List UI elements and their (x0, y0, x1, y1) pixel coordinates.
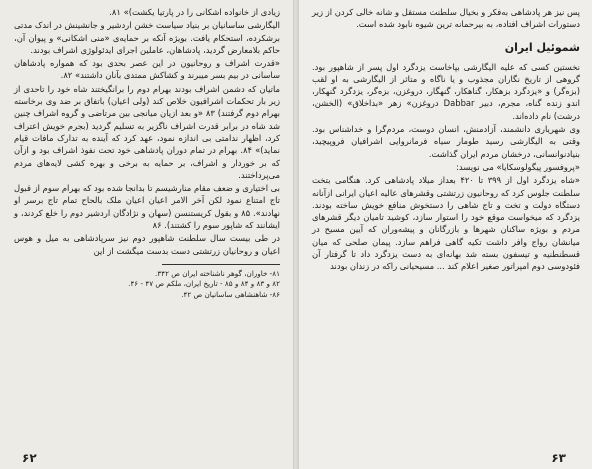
page-number-right: ۶۳ (551, 451, 566, 465)
right-page (296, 0, 592, 469)
footnotes (14, 269, 280, 301)
left-paragraph-5: بی اختیاری و ضعف مقام منارشیسم تا بدانجا شده بود که بهرام سوم از قبول تاج امتناع نمود لکن آخر الامر اعیان اعیان ملک بالحاح تمام تاج برسر او نهادند». ۸۵ و بقول کریستنسن (سهان و نژادگان اردشیر دوم را خلع کردند، و ایشانند که شاپور سوم را کشتند). ۸۶ (14, 183, 280, 231)
right-paragraph-4: «شاه یزدگرد اول از ۳۹۹ تا ۴۲۰ بعداز میلاد پادشاهی کرد. هنگامی بتخت سلطنت جلوس کرد که روحانیون زرتشتی وقشرهای عالیه اعیان ایرانی ازآنانه دستگاه دولت و تخت و تاج شاهی را دستخوش منافع خویش ساخته بودند. یزدگرد که میخواست موقع خود را استوار سازد، کوشید تامیان دیگر قشرهای مردم و بویژه ساکنان شهرها و بازرگانان و پیشه‌وران که آیین مسیح در میانشان رواج وافر داشت تکیه گاهی فراهم سازد. پیمان صلحی که میان قسطنطنیه و تیسفون بسته شد بهانه‌ای به دست یزدگرد داد تا گرفتار آن فئودوسی دوم امپراتور صغیر اعلام کند ... مسیحیانی راکه در زندان بودند (312, 175, 580, 272)
right-paragraph-3: «پروفسور پیگولوسکایا» می نویسد: (456, 161, 580, 172)
right-paragraph-1: نخستین کسی که علیه الیگارشی بپاخاست یزدگرد اول پسر از شاهپور بود. گروهی از تاریخ نگاران مجذوب و یا ناگاه و متاثر از الیگارشی به او لقب (بزه‌گر) و «یزدگرد بزهکار، گناهکار، گنهگار، دروغزن، بزه‌گر، یزدگرد گنهکار، اندو زنده گناه، مجرم، دبیر Dabbar دروغزن» زهر «بداخلاق» (الخشن، درشت) نام داده‌اند. (312, 61, 581, 121)
left-paragraph-1: زیادی از خانواده اشکانی را در پارتیا یکشت)» ۸۱. (109, 7, 280, 17)
left-paragraph-4: ماتیان که دشمن اشراف بودند بهرام دوم را برانگیختند شاه خود را تاحدی از زیر بار تحکمات اشرافیون خلاص کند (ولی اعیان) باتفاق بر ضد وی برخاسته بهرام دوم گرفتند) ۸۳ «و بعد ازیان میانجی بین مرتاضی و گروه اشراف چنین شد شاه در برابر قدرت اشراف ناگزیر به تسلیم گردید (بجرم خویش اعتراف کرد، اظهار ندامتی بی اندازه نمود، عهد کرد که آینده به تدارک مافات قیام نماید)» ۸۴. بهرام در تمام دوران پادشاهی خود تحت نفوذ اشراف بود و ازآن که بر خوردار و اشراف، بر حمایه به برخی و بهره کشی لایه‌های مردم می‌پرداختند. (14, 83, 280, 180)
footnote-86: ۸۶- شاهنشاهی ساسانیان ص ۴۲. (181, 289, 280, 299)
left-paragraph-3: «قدرت اشراف و روحانیون در این عصر بحدی بود که همواره پادشاهان ساسانی در بیم بسر میبرند و کشاکش ممتدی بآنان داشتند» ۸۲. (14, 58, 280, 81)
book-gutter (293, 0, 299, 469)
section-heading: شموئیل ایران (504, 40, 580, 54)
footnote-divider (162, 264, 280, 265)
footnote-81: ۸۱- خاوران، گوهر ناشناخته ایران ص ۳۴۲. (155, 268, 280, 278)
left-paragraph-2: الیگارشی ساسانیان بر بنیاد سیاست خشن اردشیر و جانشینش در اندک مدتی برشکرده، استحکام یافت. بویژه آنکه بر حمایه‌ی «منی اشکانی» و پیوان آن، حاکم بلامعارض گردید، پادشاهان، عاملین اجرای ایدئولوژی اشراف بودند. (14, 20, 280, 55)
left-paragraph-6: در طی بیست سال سلطنت شاهپور دوم نیز سرپادشاهی به میل و هوس اعیان و روحانیان زرتشتی دست بدست میگشت از این (14, 233, 280, 256)
right-intro-paragraph: پس نیز هر پادشاهی به‌فکر و بخیال سلطنت مستقل و شانه خالی کردن از زیر دستورات اشراف افتاده، به بیرحمانه ترین شیوه نابود شده است. (312, 7, 580, 30)
right-paragraph-2: وی شهریاری دانشمند، آزادمنش، انسان دوست، مردم‌گرا و خداشناس بود. وقتی به الیگارشی رسید طومار سیاه فرمانروایی اشرافیان فروپیچید، بنیادنوانسانی، درخشان مردم ایران گذاشت. (312, 124, 580, 159)
footnote-82-85: ۸۲ و ۸۳ و ۸۴ و ۸۵ - تاریخ ایران، ملکم ص ۴۷ - ۴۶. (128, 279, 280, 289)
page-number-left: ۶۲ (22, 451, 37, 465)
